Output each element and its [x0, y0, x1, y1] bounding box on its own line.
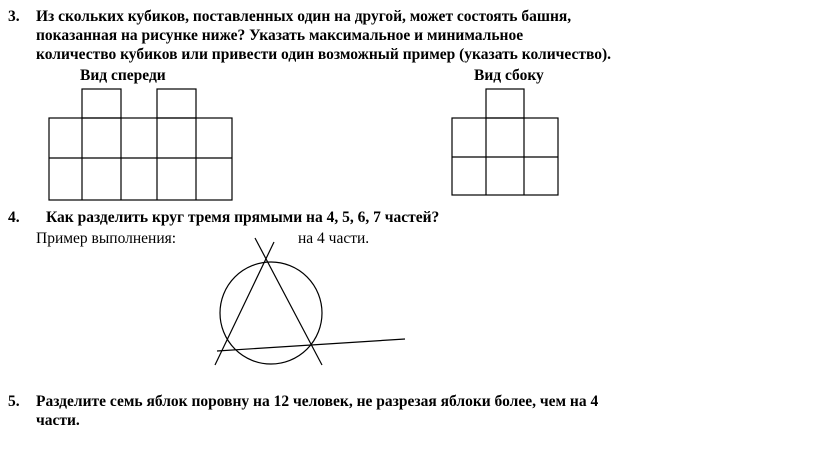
circle	[220, 262, 322, 364]
side-top-cube	[486, 89, 524, 118]
side-view-label: Вид сбоку	[474, 67, 544, 84]
problem-4-text: Как разделить круг тремя прямыми на 4, 5, 6, 7 частей?	[46, 209, 440, 226]
example-label: Пример выполнения:	[36, 230, 177, 247]
line-2	[215, 242, 274, 365]
front-base-outline	[49, 118, 232, 200]
problem-5-line-1: Разделите семь яблок поровну на 12 человек, не разрезая яблоки более, чем на 4	[36, 393, 599, 410]
front-top-cube-2	[157, 89, 196, 118]
problem-5-number: 5.	[8, 393, 20, 410]
circle-example	[215, 238, 405, 365]
problem-4-number: 4.	[8, 209, 20, 226]
problem-3-line-1: Из скольких кубиков, поставленных один на другой, может состоять башня,	[36, 8, 572, 25]
problem-3-number: 3.	[8, 8, 20, 25]
problem-5-line-2: части.	[36, 412, 80, 429]
front-view-grid	[49, 89, 232, 200]
front-top-cube-1	[82, 89, 121, 118]
problem-3-line-2: показанная на рисунке ниже? Указать максимальное и минимальное	[36, 27, 524, 44]
problem-3-line-3: количество кубиков или привести один возможный пример (указать количество).	[36, 46, 612, 63]
side-view-grid	[452, 89, 558, 195]
line-3	[217, 339, 405, 351]
example-parts-label: на 4 части.	[298, 230, 370, 247]
front-view-label: Вид спереди	[80, 67, 166, 84]
